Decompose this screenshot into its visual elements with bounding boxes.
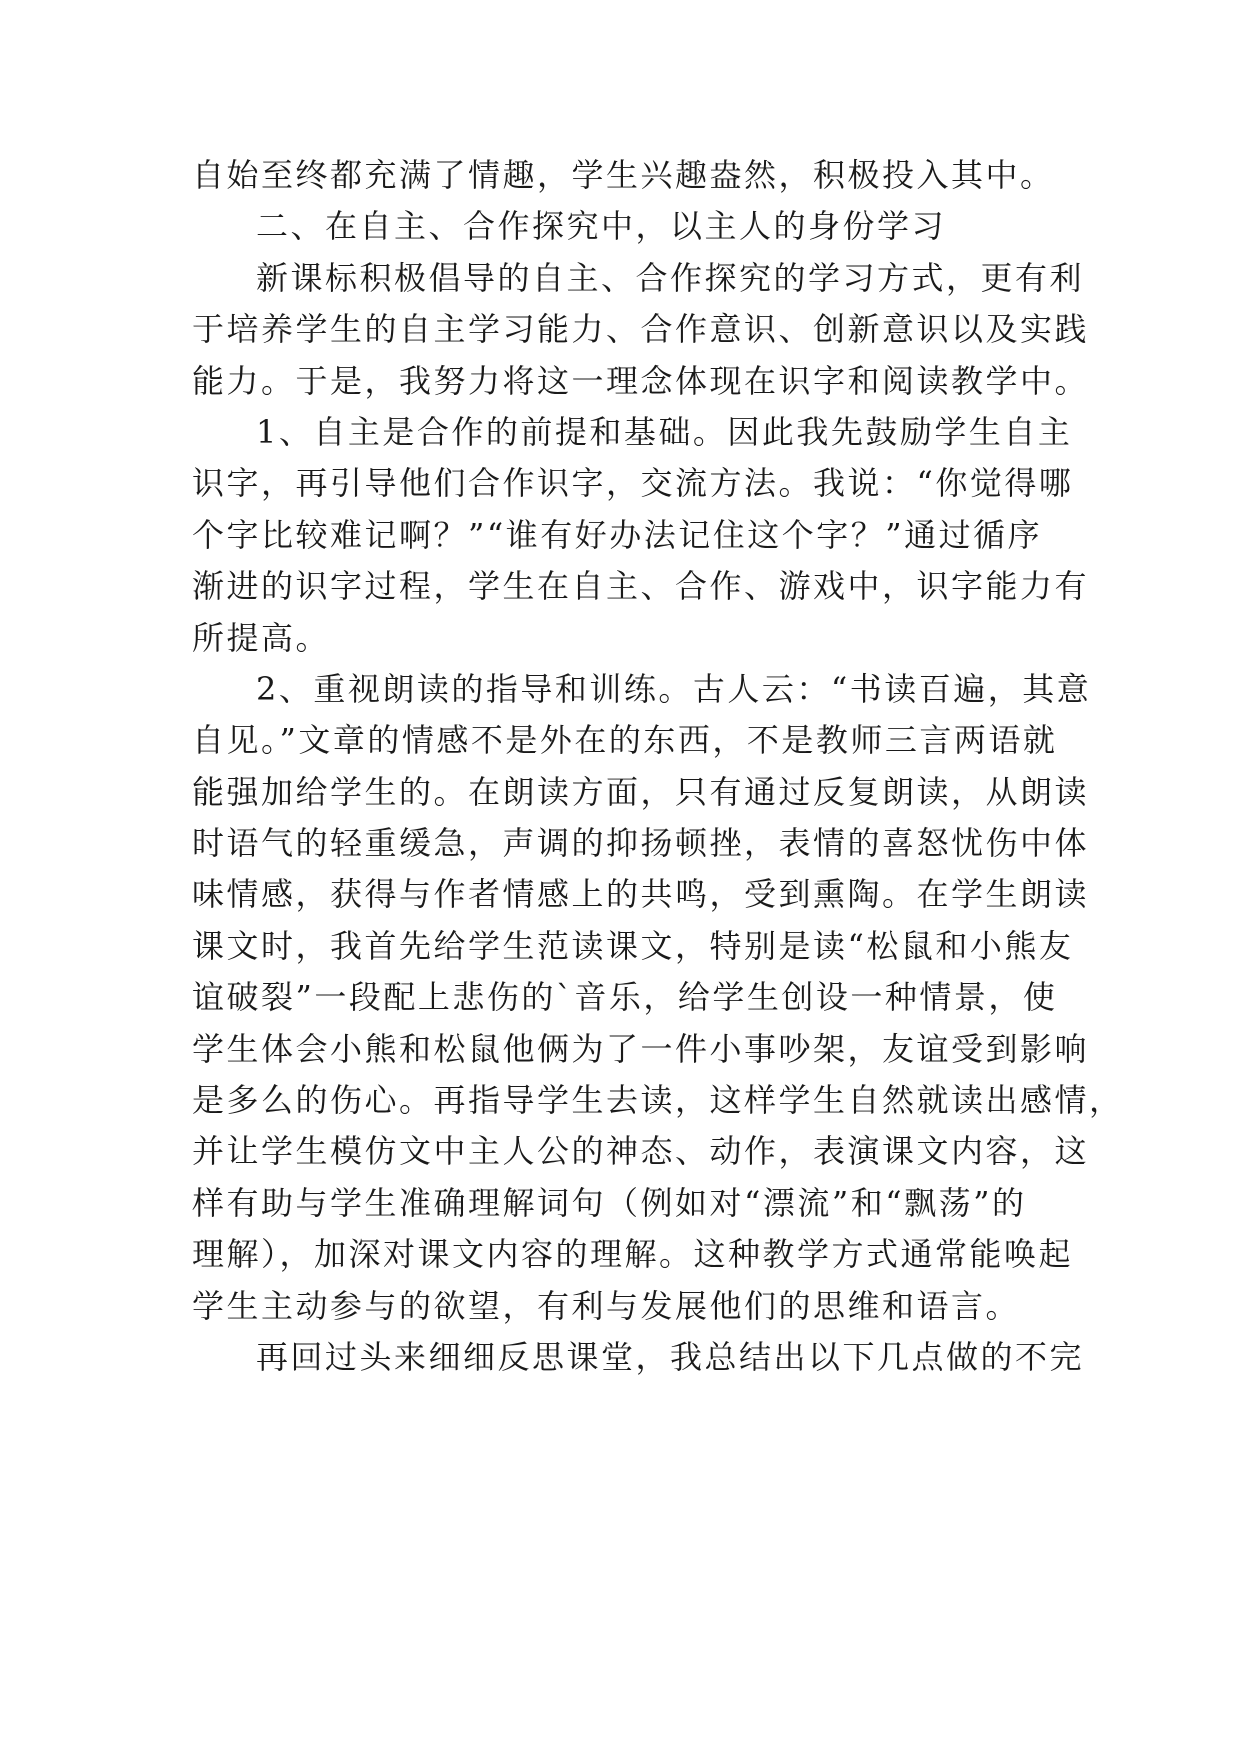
text-line: 味情感，获得与作者情感上的共鸣，受到熏陶。在学生朗读: [192, 875, 1090, 914]
text-line: 1、自主是合作的前提和基础。因此我先鼓励学生自主: [256, 412, 1073, 451]
text-line: 二、在自主、合作探究中，以主人的身份学习: [256, 207, 947, 246]
text-line: 识字，再引导他们合作识字，交流方法。我说：“你觉得哪: [192, 464, 1074, 503]
text-line: 渐进的识字过程，学生在自主、合作、游戏中，识字能力有: [192, 567, 1090, 606]
text-line: 自见。”文章的情感不是外在的东西，不是教师三言两语就: [192, 721, 1058, 760]
text-line: 时语气的轻重缓急，声调的抑扬顿挫，表情的喜怒忧伤中体: [192, 824, 1090, 863]
text-line: 能强加给学生的。在朗读方面，只有通过反复朗读，从朗读: [192, 772, 1090, 811]
paragraph: [192, 150, 1055, 201]
text-line: 学生体会小熊和松鼠他俩为了一件小事吵架，友谊受到影响: [192, 1029, 1090, 1068]
section-heading: [192, 201, 1052, 252]
text-line: 于培养学生的自主学习能力、合作意识、创新意识以及实践: [192, 310, 1090, 349]
paragraph: [192, 407, 1090, 664]
text-line: 谊破裂”一段配上悲伤的`音乐，给学生创设一种情景，使: [192, 978, 1058, 1017]
text-line: 样有助与学生准确理解词句（例如对“漂流”和“飘荡”的: [192, 1183, 1027, 1222]
text-line: 自始至终都充满了情趣，学生兴趣盎然，积极投入其中。: [192, 156, 1055, 194]
text-line: 理解），加深对课文内容的理解。这种教学方式通常能唤起: [192, 1235, 1074, 1274]
text-line: 学生主动参与的欲望，有利与发展他们的思维和语言。: [192, 1286, 1021, 1325]
text-line: 是多么的伤心。再指导学生去读，这样学生自然就读出感情，: [192, 1081, 1124, 1120]
text-line: 并让学生模仿文中主人公的神态、动作，表演课文内容，这: [192, 1132, 1090, 1171]
document-body: [192, 150, 1124, 1383]
paragraph: [192, 664, 1124, 1332]
text-line: 再回过头来细细反思课堂，我总结出以下几点做的不完: [256, 1337, 1085, 1376]
text-line: 2、重视朗读的指导和训练。古人云：“书读百遍，其意: [256, 669, 1092, 708]
text-line: 所提高。: [192, 618, 331, 657]
text-line: 新课标积极倡导的自主、合作探究的学习方式，更有利: [256, 258, 1085, 297]
paragraph: [192, 1332, 1085, 1383]
text-line: 能力。于是，我努力将这一理念体现在识字和阅读教学中。: [192, 361, 1090, 400]
paragraph: [192, 253, 1090, 407]
text-line: 课文时，我首先给学生范读课文，特别是读“松鼠和小熊友: [192, 926, 1074, 965]
text-line: 个字比较难记啊？”“谁有好办法记住这个字？”通过循序: [192, 515, 1043, 554]
